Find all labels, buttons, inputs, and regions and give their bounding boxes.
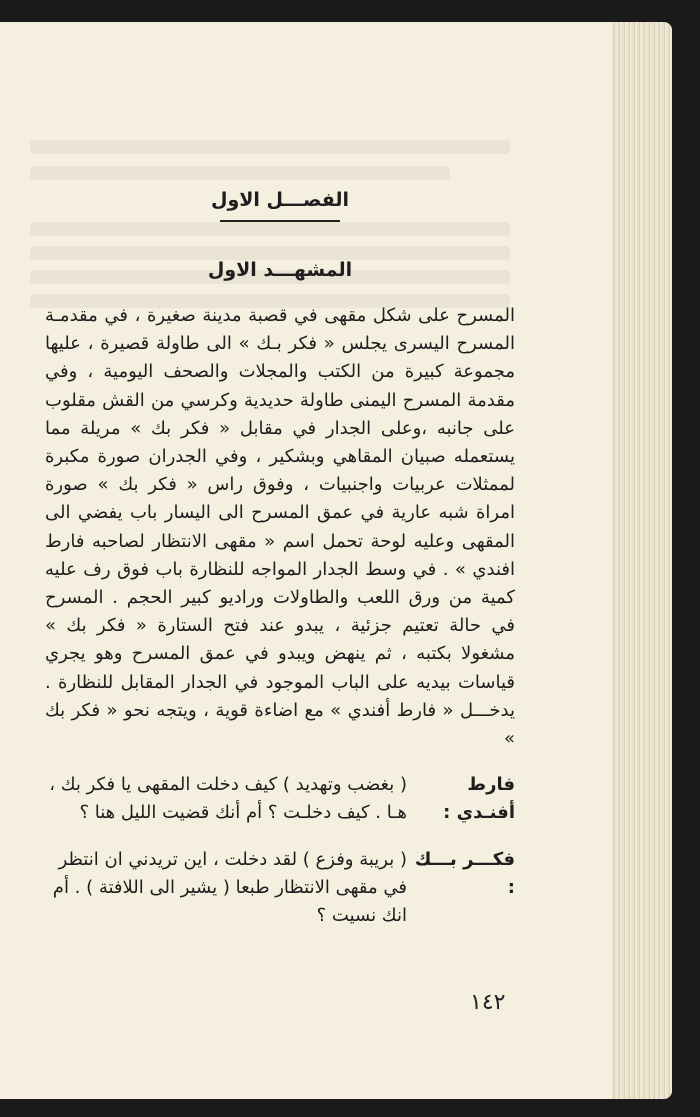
page-content	[45, 180, 515, 930]
dialogue-entry	[45, 771, 515, 827]
page-number: ١٤٢	[470, 990, 506, 1015]
dialogue-entry	[45, 846, 515, 931]
title-underline	[220, 220, 340, 222]
page-edges	[612, 22, 672, 1099]
stage-direction: المسرح على شكل مقهى في قصبة مدينة صغيرة ، في مقدمـة المسرح اليسرى يجلس « فكر بـك » الى طاولة قصيرة ، عليها مجموعة كبيرة من الكتب والمجلات والصحف اليومية ، وفي مقدمة المسرح اليمنى طاولة حديدية وكرسي من القش مقلوب على جانبه ،وعلى الجدار في مقابل « فكر بك » مريلة مما يستعمله صبيان المقاهي وبشكير ، وفي الجدران صورة مكبرة لممثلات عربيات واجنبيات ، وفوق راس « فكر بك » صورة امراة شبه عارية في عمق المسرح الى اليسار باب يفضي الى المقهى وعليه لوحة تحمل اسم « مقهى الانتظار لصاحبه فارط افندي » . في وسط الجدار المواجه للنظارة باب فوق رف عليه كمية من ورق اللعب والطاولات وراديو كبير الحجم . المسرح في حالة تعتيم جزئية ، يبدو عند فتح الستارة « فكر بك » مشغولا بكتبه ، ثم ينهض ويبدو في عمق المسرح وهو يجري قياسات بيديه على الباب الموجود في الجدار المقابل للنظارة . يدخـــل « فارط أفندي » مع اضاءة قوية ، ويتجه نحو « فكر بك »	[45, 305, 515, 750]
scene-title: المشهـــد الاول	[207, 259, 353, 281]
bleed-through	[30, 140, 510, 154]
speaker-name: فارط أفنـدي :	[443, 774, 515, 824]
speaker-name: فكـــر بـــك :	[414, 848, 515, 898]
chapter-title: الفصـــل الاول	[210, 189, 350, 211]
dialogue-line: ( بريبة وفزع ) لقد دخلت ، اين تريدني ان انتظر في مقهى الانتظار طبعا ( يشير الى اللافتة ) . أم انك نسيت ؟	[52, 848, 407, 927]
bleed-through	[30, 166, 450, 180]
dialogue-line: ( بغضب وتهديد ) كيف دخلت المقهى يا فكر بك ، هـا . كيف دخلـت ؟ أم أنك قضيت الليل هنا ؟	[49, 774, 407, 824]
